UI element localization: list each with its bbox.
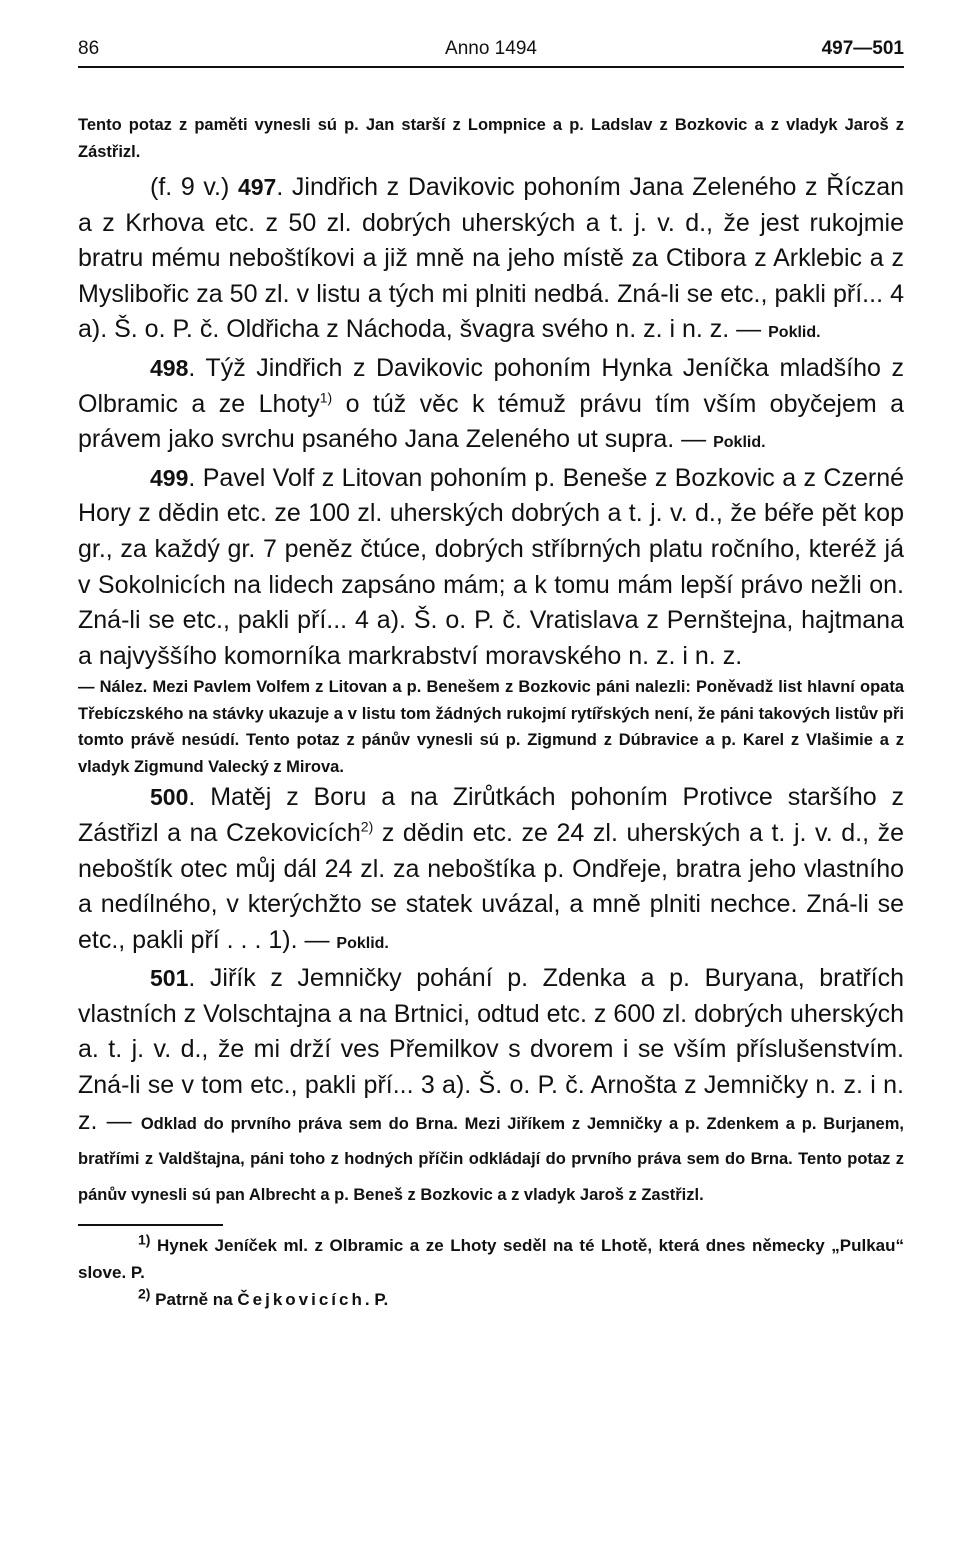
intro-note: Tento potaz z paměti vynesli sú p. Jan starší z Lompnice a p. Ladslav z Bozkovic a z vladyk Jaroš z Zástřizl. [78, 116, 904, 161]
entry-verdict: Poklid. [768, 324, 821, 342]
folio-ref: (f. 9 v.) [150, 173, 230, 201]
page-number: 86 [78, 38, 100, 59]
footnote-text: Hynek Jeníček ml. z Olbramic a ze Lhoty seděl na té Lhotě, která dnes německy „Pulkau“ slove. P. [78, 1236, 904, 1283]
entry-501 [78, 961, 904, 1210]
entry-501-note: Odklad do prvního práva sem do Brna. Mezi Jiříkem z Jemničky a p. Zdenkem a p. Burjanem, bratřími z Valdštajna, páni toho z hodných příčin odkládají do prvního práva sem do Brna. Tento potaz z pánův vynesli sú pan Albrecht a p. Beneš z Bozkovic a z vladyk Jaroš z Zastřizl. [78, 1114, 904, 1204]
entry-498 [78, 351, 904, 461]
footnote-ref: 1) [319, 389, 333, 406]
entry-number: 500 [150, 784, 189, 811]
entry-497 [78, 170, 904, 351]
entry-verdict: Poklid. [336, 934, 389, 952]
entry-number: 497 [237, 174, 277, 200]
footnote-rule [78, 1224, 223, 1226]
footnote-mark: 1) [138, 1231, 151, 1248]
entry-text: . Jiřík z Jemničky pohání p. Zdenka a p. Buryana, bratřích vlastních z Volschtajna a na Brtnici, odtud etc. z 600 zl. dobrých uherských a. t. j. v. d., že mi drží ves Přemilkov s dvorem i se vším příslušenstvím. Zná-li se v tom etc., pakli pří... 3 a). Š. o. P. č. Arnošta z Jemničky n. z. i n. z. — [78, 964, 904, 1135]
entry-number: 499 [150, 464, 189, 491]
entry-text: . Pavel Volf z Litovan pohoním p. Beneše z Bozkovic a z Czerné Hory z dědin etc. ze 100 zl. uherských dobrých a t. j. v. d., že béře pět kop gr., za každý gr. 7 peněz čtúce, dobrých stříbrných platu ročního, kteréž já v Sokolnicích na lidech zapsáno mám; a k tomu mám lepší právo nežli on. Zná-li se etc., pakli pří... 4 a). Š. o. P. č. Vratislava z Pernštejna, hajtmana a najvyššího komorníka markrabství moravského n. z. i n. z. [78, 463, 904, 670]
entry-500 [78, 780, 904, 961]
entry-text: z dědin etc. ze 24 zl. uherských a t. j. v. d., že neboštík otec můj dál 24 zl. za neboštíka p. Ondřeje, bratra jeho vlastního a nedílného, v kterýchžto se statek uvázal, a mně plniti nechce. Zná-li se etc., pakli pří . . . 1). — [78, 818, 904, 954]
entry-text: . Matěj z Boru a na Zirůtkách pohoním Protivce staršího z Zástřizl a na Czekovicích [78, 783, 904, 847]
page [78, 38, 904, 1313]
footnote-ref: 2) [360, 818, 374, 835]
entry-text: . Týž Jindřich z Davikovic pohoním Hynka Jeníčka mladšího z Olbramic a ze Lhoty [78, 353, 904, 418]
footnote-2 [78, 1286, 904, 1313]
header-year: Anno 1494 [445, 38, 537, 59]
footnote-mark: 2) [138, 1285, 151, 1302]
entry-number: 498 [150, 354, 189, 381]
footnote-spaced-word: Čejkovicích [237, 1290, 365, 1310]
entry-text: . Jindřich z Davikovic pohoním Jana Zeleného z Říczan a z Krhova etc. z 50 zl. dobrých uherských a t. j. v. d., že jest rukojmie bratru mému neboštíkovi a již mně na jeho místě za Ctibora z Arklebic a z Myslibořic za 50 zl. v listu a tých mi plniti nedbá. Zná-li se etc., pakli pří... 4 a). Š. o. P. č. Oldřicha z Náchoda, švagra svého n. z. i n. z. — [78, 173, 905, 344]
entry-verdict: Poklid. [713, 434, 766, 452]
entry-499-note: — Nález. Mezi Pavlem Volfem z Litovan a p. Benešem z Bozkovic páni nalezli: Poněvadž list hlavní opata Třebíczského na stávky ukazuje a v listu tom žádných rukojmí rytířských není, že páni takových listův při tomto právě nesúdí. Tento potaz z pánův vynesli sú p. Zigmund z Dúbravice a p. Karel z Vlašimie a z vladyk Zigmund Valecký z Mirova. [78, 678, 904, 776]
entry-number: 501 [150, 965, 189, 992]
footnote-1 [78, 1232, 904, 1286]
entry-499 [78, 461, 904, 675]
entry-range: 497—501 [821, 38, 904, 59]
footnote-text: . P. [364, 1290, 389, 1310]
running-header [78, 38, 904, 68]
entry-text: o túž věc k témuž právu tím vším obyčejem a právem jako svrchu psaného Jana Zeleného ut supra. — [78, 389, 904, 454]
footnote-text: Patrně na [150, 1290, 238, 1310]
